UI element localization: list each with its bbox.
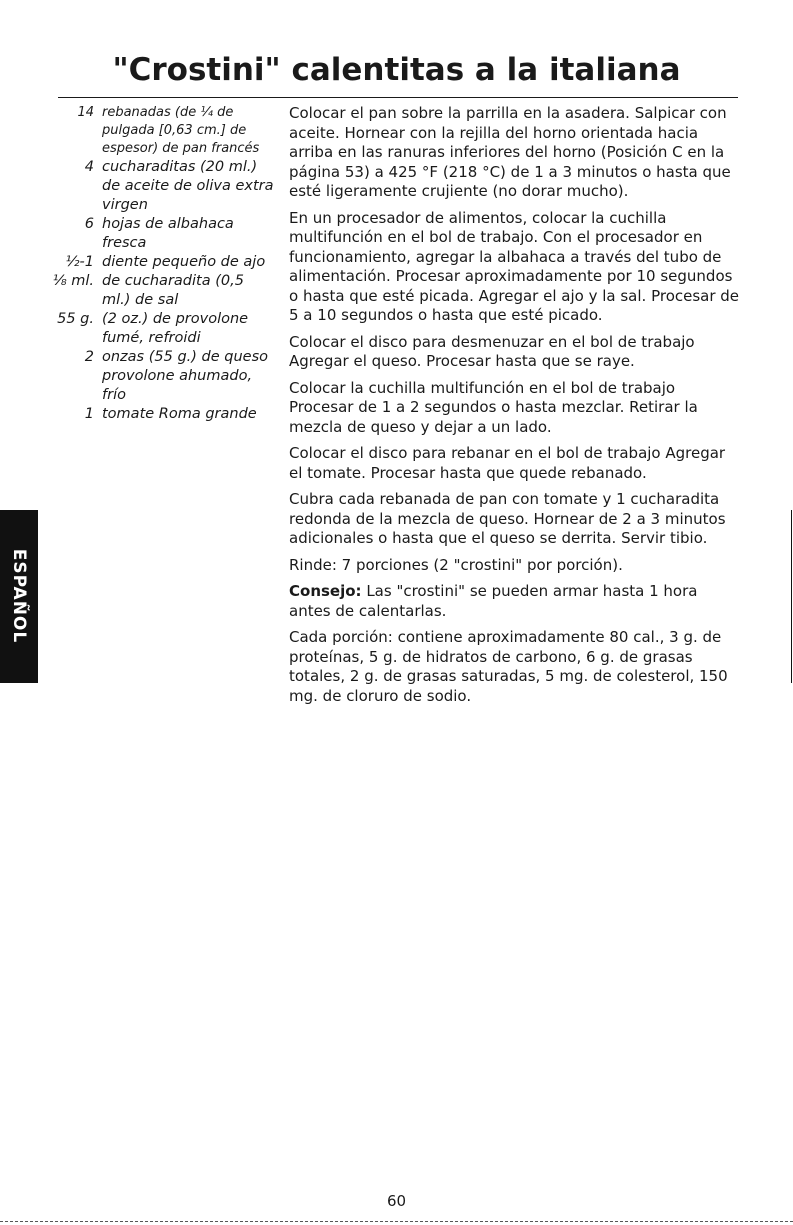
ingredient-qty: 55 g. — [57, 311, 94, 327]
ingredient-qty: 1 — [84, 406, 94, 422]
tip-paragraph — [289, 582, 741, 621]
ingredient-qty: 2 — [84, 349, 94, 365]
ingredient-desc: onzas (55 g.) de queso provolone ahumado, frío — [102, 349, 268, 403]
ingredient-item — [20, 272, 280, 310]
instruction-step: Colocar el disco para rebanar en el bol de trabajo Agregar el tomate. Procesar hasta que quede rebanado. — [289, 444, 726, 482]
ingredient-item — [20, 253, 280, 272]
ingredient-item — [20, 215, 280, 253]
page-number: 60 — [386, 1192, 407, 1210]
ingredient-desc: tomate Roma grande — [102, 406, 257, 422]
ingredient-qty: 6 — [84, 216, 94, 232]
ingredient-item — [20, 405, 280, 424]
tip-label: Consejo: — [289, 582, 362, 600]
instruction-step: En un procesador de alimentos, colocar la cuchilla multifunción en el bol de trabajo. Con el procesador en funcionamiento, agregar la albahaca a través del tubo de alimentación. Procesar aproximadamente por 10 segundos o hasta que esté picada. Agregar el ajo y la sal. Procesar de 5 a 10 segundos o hasta que esté picado. — [289, 208, 740, 324]
ingredients-list — [20, 104, 280, 424]
nutrition-info: Cada porción: contiene aproximadamente 80 cal., 3 g. de proteínas, 5 g. de hidratos de carbono, 6 g. de grasas totales, 2 g. de grasas saturadas, 5 mg. de colesterol, 150 mg. de cloruro de sodio. — [289, 628, 728, 705]
ingredient-qty: ⅛ ml. — [52, 273, 94, 289]
instruction-step: Colocar el pan sobre la parrilla en la asadera. Salpicar con aceite. Hornear con la rejilla del horno orientada hacia arriba en las ranuras inferiores del horno (Posición C en la página 53) a 425 °F (218 °C) de 1 a 3 minutos o hasta que esté ligeramente crujiente (no dorar mucho). — [289, 104, 731, 200]
ingredient-item — [20, 104, 280, 158]
instructions — [289, 104, 741, 713]
ingredient-qty: 14 — [77, 105, 94, 120]
ingredient-item — [20, 310, 280, 348]
ingredient-desc: (2 oz.) de provolone fumé, refroidi — [102, 311, 249, 346]
ingredient-item — [20, 348, 280, 405]
ingredient-desc: diente pequeño de ajo — [102, 254, 266, 270]
instruction-step: Colocar el disco para desmenuzar en el bol de trabajo Agregar el queso. Procesar hasta que se raye. — [289, 332, 695, 370]
side-tab-label: ESPAÑOL — [9, 548, 29, 644]
ingredient-desc: rebanadas (de ¼ de pulgada [0,63 cm.] de espesor) de pan francés — [102, 105, 260, 156]
margin-marker — [791, 510, 792, 683]
ingredient-qty: 4 — [84, 159, 94, 175]
title-divider — [58, 97, 738, 98]
language-side-tab — [0, 510, 38, 683]
instruction-step: Colocar la cuchilla multifunción en el bol de trabajo Procesar de 1 a 2 segundos o hasta mezclar. Retirar la mezcla de queso y dejar a un lado. — [289, 378, 698, 436]
ingredient-desc: de cucharadita (0,5 ml.) de sal — [102, 273, 244, 308]
recipe-title: "Crostini" calentitas a la italiana — [112, 52, 681, 88]
tip-text: Las "crostini" se pueden armar hasta 1 hora antes de calentarlas. — [289, 582, 698, 620]
ingredient-desc: hojas de albahaca fresca — [102, 216, 234, 251]
yield-text: Rinde: 7 porciones (2 "crostini" por porción). — [289, 555, 623, 574]
ingredient-desc: cucharaditas (20 ml.) de aceite de oliva extra virgen — [102, 159, 274, 213]
ingredient-item — [20, 158, 280, 215]
ingredient-qty: ½-1 — [65, 254, 94, 270]
instruction-step: Cubra cada rebanada de pan con tomate y 1 cucharadita redonda de la mezcla de queso. Hornear de 2 a 3 minutos adicionales o hasta que el queso se derrita. Servir tibio. — [289, 490, 726, 547]
bottom-divider — [0, 1221, 793, 1222]
